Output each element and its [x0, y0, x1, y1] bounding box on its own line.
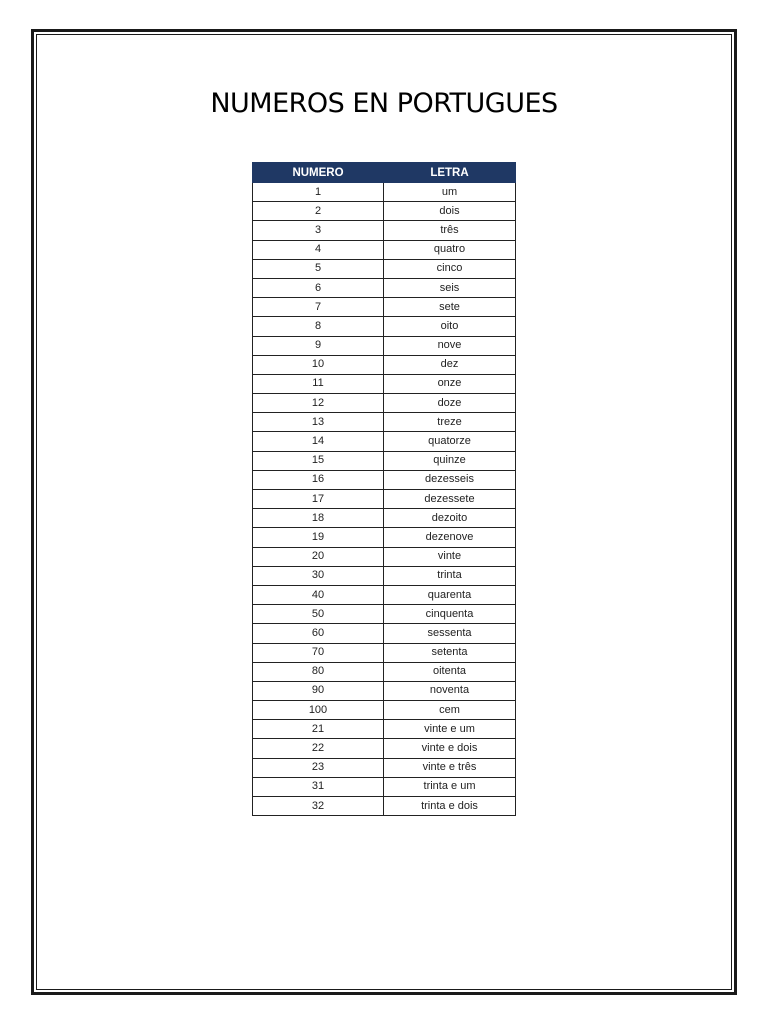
cell-numero: 20 [253, 547, 384, 566]
table-header-row [253, 163, 516, 183]
cell-numero: 3 [253, 221, 384, 240]
cell-numero: 12 [253, 394, 384, 413]
cell-numero: 17 [253, 490, 384, 509]
table-row [253, 528, 516, 547]
table-row [253, 259, 516, 278]
cell-letra: oitenta [384, 662, 516, 681]
cell-letra: vinte e três [384, 758, 516, 777]
table-row [253, 643, 516, 662]
cell-letra: trinta e um [384, 777, 516, 796]
cell-numero: 19 [253, 528, 384, 547]
table-row [253, 374, 516, 393]
cell-letra: vinte e um [384, 720, 516, 739]
cell-letra: cinquenta [384, 605, 516, 624]
cell-numero: 14 [253, 432, 384, 451]
cell-letra: dois [384, 202, 516, 221]
cell-letra: quarenta [384, 585, 516, 604]
cell-numero: 16 [253, 470, 384, 489]
cell-numero: 6 [253, 278, 384, 297]
table-row [253, 183, 516, 202]
column-header-letra: LETRA [384, 163, 516, 183]
cell-letra: onze [384, 374, 516, 393]
table-row [253, 662, 516, 681]
table-row [253, 413, 516, 432]
table-row [253, 394, 516, 413]
cell-letra: vinte [384, 547, 516, 566]
cell-numero: 31 [253, 777, 384, 796]
cell-letra: nove [384, 336, 516, 355]
cell-letra: sete [384, 298, 516, 317]
cell-letra: trinta [384, 566, 516, 585]
table-row [253, 605, 516, 624]
cell-letra: noventa [384, 681, 516, 700]
table-row [253, 758, 516, 777]
cell-numero: 23 [253, 758, 384, 777]
table-row [253, 797, 516, 816]
cell-letra: doze [384, 394, 516, 413]
column-header-numero: NUMERO [253, 163, 384, 183]
cell-numero: 8 [253, 317, 384, 336]
cell-numero: 32 [253, 797, 384, 816]
cell-numero: 80 [253, 662, 384, 681]
table-row [253, 451, 516, 470]
cell-letra: vinte e dois [384, 739, 516, 758]
cell-letra: trinta e dois [384, 797, 516, 816]
table-row [253, 202, 516, 221]
table-row [253, 278, 516, 297]
table-row [253, 777, 516, 796]
cell-numero: 50 [253, 605, 384, 624]
cell-numero: 2 [253, 202, 384, 221]
cell-numero: 10 [253, 355, 384, 374]
cell-numero: 9 [253, 336, 384, 355]
cell-letra: quinze [384, 451, 516, 470]
table-row [253, 509, 516, 528]
table-row [253, 547, 516, 566]
cell-letra: treze [384, 413, 516, 432]
table-row [253, 490, 516, 509]
cell-numero: 21 [253, 720, 384, 739]
numbers-table [252, 162, 516, 816]
cell-letra: três [384, 221, 516, 240]
cell-numero: 15 [253, 451, 384, 470]
table-row [253, 470, 516, 489]
cell-letra: dezoito [384, 509, 516, 528]
cell-numero: 30 [253, 566, 384, 585]
cell-letra: um [384, 183, 516, 202]
cell-numero: 18 [253, 509, 384, 528]
cell-numero: 11 [253, 374, 384, 393]
table-row [253, 585, 516, 604]
cell-letra: dez [384, 355, 516, 374]
table-row [253, 240, 516, 259]
cell-numero: 40 [253, 585, 384, 604]
table-row [253, 624, 516, 643]
cell-letra: quatro [384, 240, 516, 259]
cell-numero: 7 [253, 298, 384, 317]
table-row [253, 681, 516, 700]
cell-letra: oito [384, 317, 516, 336]
table-row [253, 720, 516, 739]
cell-numero: 60 [253, 624, 384, 643]
cell-numero: 5 [253, 259, 384, 278]
cell-numero: 4 [253, 240, 384, 259]
table-row [253, 432, 516, 451]
table-row [253, 221, 516, 240]
table-row [253, 701, 516, 720]
table-row [253, 298, 516, 317]
cell-letra: sessenta [384, 624, 516, 643]
cell-letra: quatorze [384, 432, 516, 451]
cell-letra: cem [384, 701, 516, 720]
cell-numero: 1 [253, 183, 384, 202]
cell-numero: 90 [253, 681, 384, 700]
table-row [253, 566, 516, 585]
cell-letra: dezessete [384, 490, 516, 509]
table-row [253, 336, 516, 355]
table-row [253, 739, 516, 758]
cell-letra: cinco [384, 259, 516, 278]
cell-numero: 70 [253, 643, 384, 662]
cell-letra: dezenove [384, 528, 516, 547]
cell-numero: 13 [253, 413, 384, 432]
cell-letra: dezesseis [384, 470, 516, 489]
cell-numero: 100 [253, 701, 384, 720]
page-title: NUMEROS EN PORTUGUES [210, 88, 558, 119]
table-row [253, 355, 516, 374]
table-body [253, 183, 516, 816]
cell-letra: seis [384, 278, 516, 297]
cell-numero: 22 [253, 739, 384, 758]
cell-letra: setenta [384, 643, 516, 662]
table-row [253, 317, 516, 336]
